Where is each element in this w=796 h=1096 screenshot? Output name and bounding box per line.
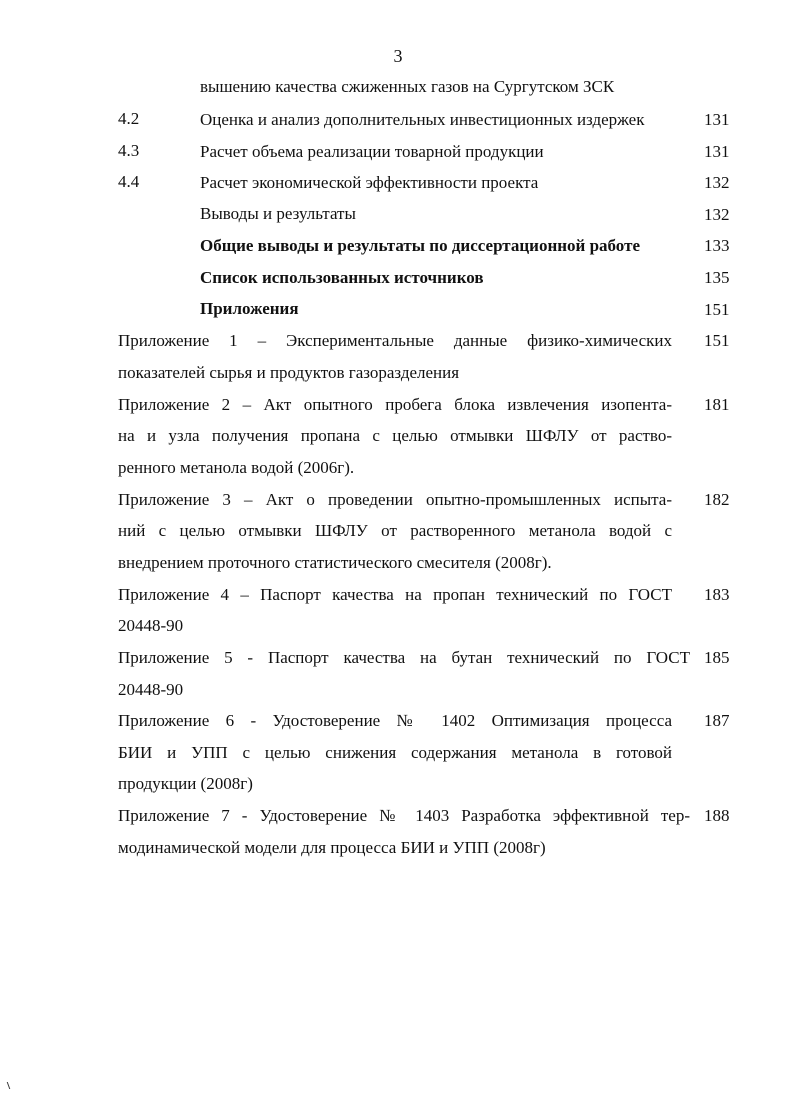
toc-page-ref: 131 <box>704 110 730 129</box>
toc-section-title: Расчет экономической эффективности проекта <box>200 173 539 192</box>
toc-section-title: Оценка и анализ дополнительных инвестиционных издержек <box>200 110 645 129</box>
appendix-line: Приложение 1 – Экспериментальные данные физико-химических <box>118 331 672 350</box>
toc-page-ref: 133 <box>704 236 730 255</box>
appendix-page-ref: 187 <box>704 711 730 730</box>
toc-section-title: Расчет объема реализации товарной продукции <box>200 142 544 161</box>
toc-page-ref: 132 <box>704 173 730 192</box>
toc-section-title: Приложения <box>200 299 299 318</box>
toc-continuation-line: вышению качества сжиженных газов на Сургутском ЗСК <box>200 77 615 96</box>
appendix-line: Приложение 3 – Акт о проведении опытно-промышленных испыта- <box>118 490 672 509</box>
appendix-line: показателей сырья и продуктов газоразделения <box>118 363 460 382</box>
appendix-line: Приложение 4 – Паспорт качества на пропан технический по ГОСТ <box>118 585 672 604</box>
toc-section-title: Выводы и результаты <box>200 204 356 223</box>
appendix-page-ref: 188 <box>704 806 730 825</box>
toc-section-title: Список использованных источников <box>200 268 484 287</box>
toc-page-ref: 151 <box>704 300 730 319</box>
appendix-line: на и узла получения пропана с целью отмывки ШФЛУ от раство- <box>118 426 672 445</box>
appendix-line: внедрением проточного статистического смесителя (2008г). <box>118 553 552 572</box>
toc-page-ref: 131 <box>704 142 730 161</box>
appendix-page-ref: 185 <box>704 648 730 667</box>
toc-section-title: Общие выводы и результаты по диссертационной работе <box>200 236 640 255</box>
appendix-page-ref: 182 <box>704 490 730 509</box>
scan-artifact <box>7 1082 15 1089</box>
appendix-line: Приложение 6 - Удостоверение № 1402 Оптимизация процесса <box>118 711 672 730</box>
appendix-line: 20448-90 <box>118 616 184 635</box>
appendix-line: Приложение 5 - Паспорт качества на бутан технический по ГОСТ <box>118 648 690 667</box>
appendix-line: продукции (2008г) <box>118 774 253 793</box>
toc-section-number: 4.4 <box>118 172 140 191</box>
appendix-line: Приложение 7 - Удостоверение № 1403 Разработка эффективной тер- <box>118 806 690 825</box>
toc-page-ref: 135 <box>704 268 730 287</box>
toc-section-number: 4.3 <box>118 141 140 160</box>
appendix-line: Приложение 2 – Акт опытного пробега блока извлечения изопента- <box>118 395 672 414</box>
appendix-page-ref: 181 <box>704 395 730 414</box>
appendix-page-ref: 183 <box>704 585 730 604</box>
appendix-line: БИИ и УПП с целью снижения содержания метанола в готовой <box>118 743 672 762</box>
appendix-line: ний с целью отмывки ШФЛУ от растворенного метанола водой с <box>118 521 672 540</box>
appendix-page-ref: 151 <box>704 331 730 350</box>
page-number: 3 <box>393 46 403 66</box>
appendix-line: 20448-90 <box>118 680 184 699</box>
appendix-line: модинамической модели для процесса БИИ и УПП (2008г) <box>118 838 546 857</box>
appendix-line: ренного метанола водой (2006г). <box>118 458 355 477</box>
toc-page-ref: 132 <box>704 205 730 224</box>
toc-section-number: 4.2 <box>118 109 140 128</box>
